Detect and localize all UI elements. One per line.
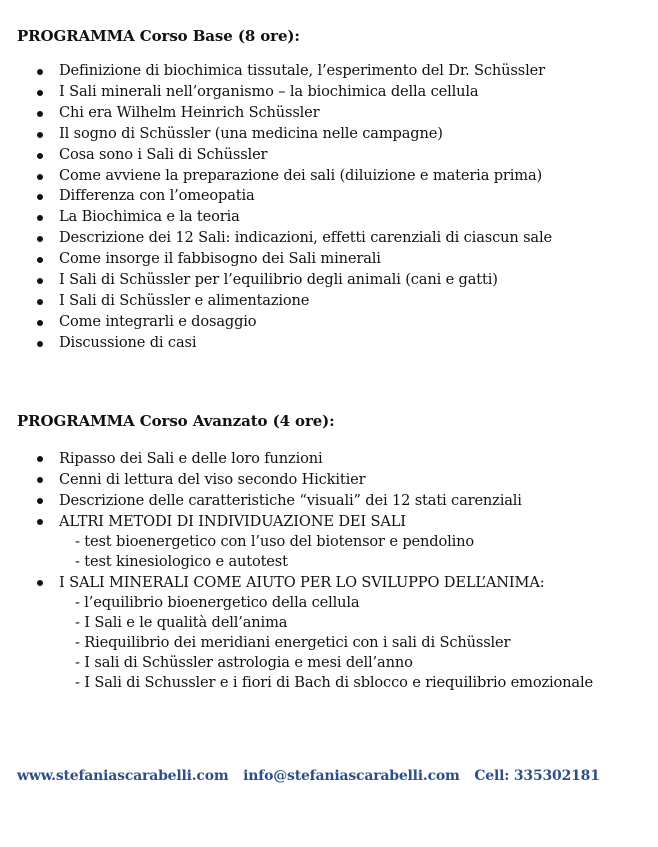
sub-list-item: - I sali di Schüssler astrologia e mesi dell’anno xyxy=(75,654,413,671)
list-item xyxy=(37,291,647,312)
sub-list-item: - Riequilibrio dei meridiani energetici con i sali di Schüssler xyxy=(75,634,511,651)
bullet-icon xyxy=(37,477,43,483)
list-item xyxy=(37,61,647,82)
list-item-text: Chi era Wilhelm Heinrich Schüssler xyxy=(59,103,320,121)
list-item xyxy=(37,469,647,490)
list-item xyxy=(37,124,647,145)
list-item xyxy=(37,333,647,354)
list-item-text: Cosa sono i Sali di Schüssler xyxy=(59,145,268,163)
list-item-text: I Sali minerali nell’organismo – la biochimica della cellula xyxy=(59,82,479,100)
list-item xyxy=(37,166,647,187)
list-item xyxy=(37,270,647,291)
list-item-text: Differenza con l’omeopatia xyxy=(59,187,255,205)
list-item-text: La Biochimica e la teoria xyxy=(59,208,240,226)
bullet-icon xyxy=(37,519,43,525)
list-item-text: Definizione di biochimica tissutale, l’esperimento del Dr. Schüssler xyxy=(59,62,545,79)
bullet-icon xyxy=(37,278,43,284)
sub-list xyxy=(59,532,647,572)
bullet-icon xyxy=(37,132,43,138)
bullet-icon xyxy=(37,320,43,326)
bullet-icon xyxy=(37,341,43,347)
list-item-text: Discussione di casi xyxy=(59,333,197,351)
list-item xyxy=(37,145,647,166)
contact-footer xyxy=(17,766,600,786)
list-item-text: Descrizione dei 12 Sali: indicazioni, effetti carenziali di ciascun sale xyxy=(59,229,552,247)
list-item-text: Cenni di lettura del viso secondo Hickitier xyxy=(59,471,366,488)
sub-list-item: - l’equilibrio bioenergetico della cellula xyxy=(75,594,360,611)
list-item-text: Descrizione delle caratteristiche “visuali” dei 12 stati carenziali xyxy=(59,492,522,509)
list-item xyxy=(37,82,647,103)
bullet-icon xyxy=(37,215,43,221)
list-item xyxy=(37,186,647,207)
bullet-icon xyxy=(37,90,43,96)
bullet-icon xyxy=(37,299,43,305)
list-item xyxy=(37,448,647,469)
bullet-icon xyxy=(37,174,43,180)
advanced-course-list xyxy=(37,448,647,693)
bullet-icon xyxy=(37,257,43,263)
advanced-course-title: PROGRAMMA Corso Avanzato (4 ore): xyxy=(17,412,335,430)
bullet-icon xyxy=(37,236,43,242)
list-item-text: ALTRI METODI DI INDIVIDUAZIONE DEI SALI xyxy=(59,513,406,530)
sub-list-item: - I Sali di Schussler e i fiori di Bach di sblocco e riequilibrio emozionale xyxy=(75,674,593,691)
bullet-icon xyxy=(37,69,43,75)
list-item-text: I Sali di Schüssler per l’equilibrio degli animali (cani e gatti) xyxy=(59,271,498,289)
base-course-title: PROGRAMMA Corso Base (8 ore): xyxy=(17,27,300,45)
bullet-icon xyxy=(37,194,43,200)
list-item-text: Come avviene la preparazione dei sali (diluizione e materia prima) xyxy=(59,166,543,184)
sub-list-item: - test bioenergetico con l’uso del biotensor e pendolino xyxy=(75,533,475,550)
sub-list-item: - test kinesiologico e autotest xyxy=(75,553,288,570)
list-item xyxy=(37,312,647,333)
bullet-icon xyxy=(37,153,43,159)
list-item-text: I Sali di Schüssler e alimentazione xyxy=(59,291,310,309)
sub-list xyxy=(59,593,647,693)
list-item xyxy=(37,249,647,270)
list-item xyxy=(37,511,647,572)
list-item-text: Come integrarli e dosaggio xyxy=(59,312,257,330)
phone-number: Cell: 335302181 xyxy=(474,768,600,784)
sub-list-item: - I Sali e le qualità dell’anima xyxy=(75,614,288,631)
bullet-icon xyxy=(37,456,43,462)
list-item xyxy=(37,228,647,249)
bullet-icon xyxy=(37,498,43,504)
list-item-text: Come insorge il fabbisogno dei Sali minerali xyxy=(59,250,381,268)
list-item-text: I SALI MINERALI COME AIUTO PER LO SVILUPPO DELL’ANIMA: xyxy=(59,574,545,591)
bullet-icon xyxy=(37,580,43,586)
email-link[interactable]: info@stefaniascarabelli.com xyxy=(243,768,460,784)
website-link[interactable]: www.stefaniascarabelli.com xyxy=(17,768,229,784)
list-item-text: Ripasso dei Sali e delle loro funzioni xyxy=(59,450,323,467)
list-item xyxy=(37,572,647,693)
list-item xyxy=(37,490,647,511)
bullet-icon xyxy=(37,111,43,117)
list-item-text: Il sogno di Schüssler (una medicina nelle campagne) xyxy=(59,124,443,142)
list-item xyxy=(37,103,647,124)
base-course-list xyxy=(37,61,647,354)
list-item xyxy=(37,207,647,228)
